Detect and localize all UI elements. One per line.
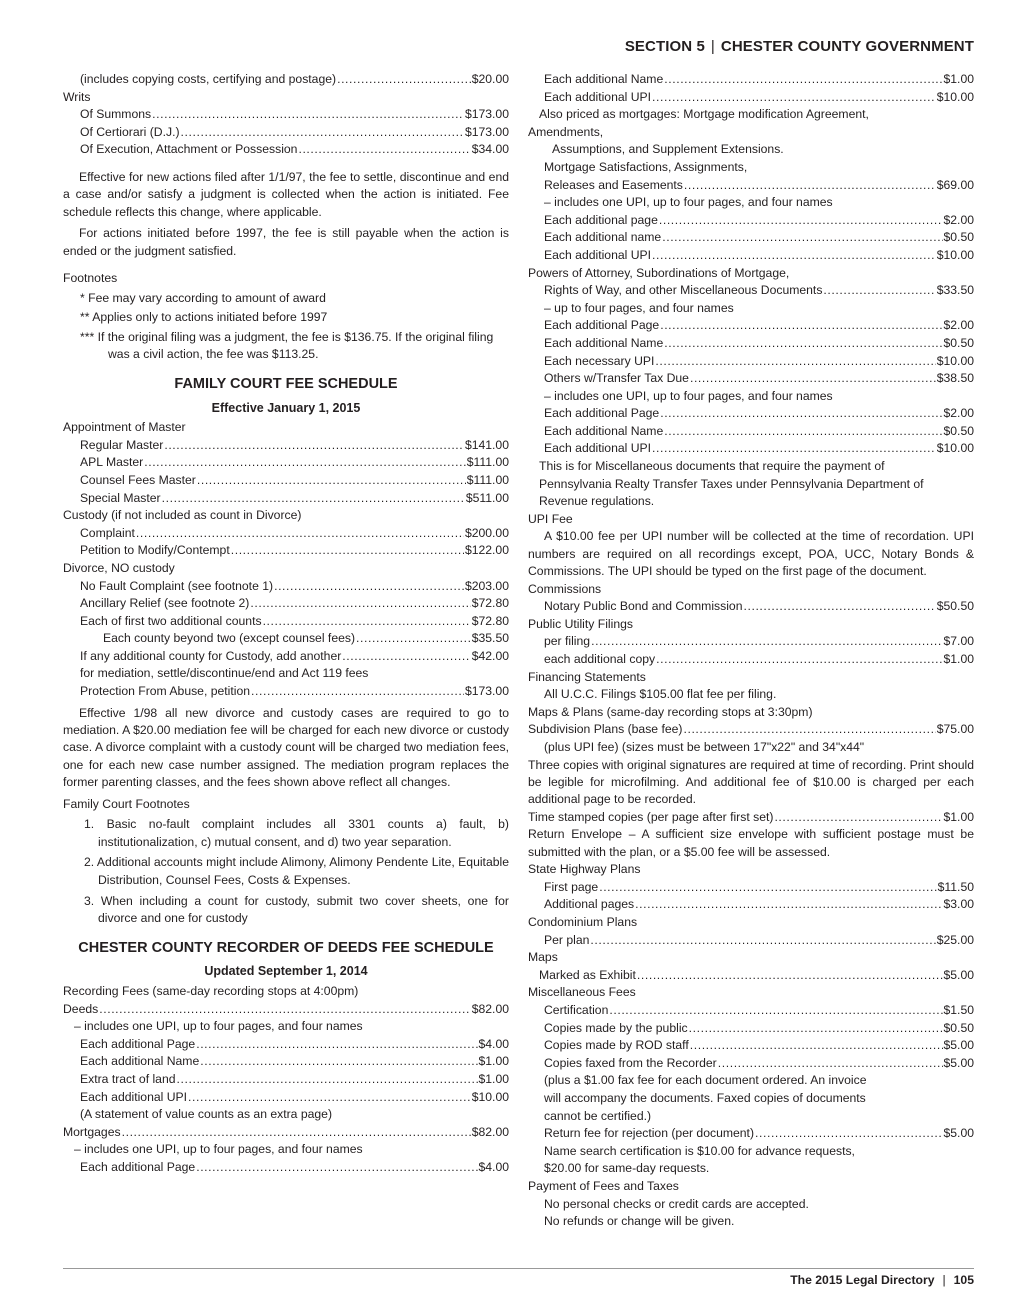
effective-date: Effective January 1, 2015 <box>211 400 361 415</box>
fee-row: (includes copying costs, certifying and postage) ..... $20.00 <box>63 71 509 89</box>
group-heading: Recording Fees (same-day recording stops at 4:00pm) <box>63 984 359 999</box>
footnote: * Fee may vary according to amount of award <box>80 290 326 305</box>
footnote: ** Applies only to actions initiated before 1997 <box>80 310 328 325</box>
group-heading: UPI Fee <box>528 511 573 526</box>
fee-row: Additional pages ..... $3.00 <box>528 896 974 914</box>
fee-row: Extra tract of land ..... $1.00 <box>63 1071 509 1089</box>
group-heading: Appointment of Master <box>63 420 186 435</box>
group-heading: Maps & Plans (same-day recording stops at 3:30pm) <box>528 704 813 719</box>
footnote: 1. Basic no-fault complaint includes all 3301 counts a) fault, b) institutionalization, c) mutual consent, and d) two year separation. <box>84 817 509 849</box>
fee-row: Return fee for rejection (per document) ..... $5.00 <box>528 1125 974 1143</box>
footnotes-heading: Footnotes <box>63 271 118 285</box>
footnote: 3. When including a count for custody, submit two cover sheets, one for divorce and one for custody <box>84 893 509 926</box>
paragraph: Effective 1/98 all new divorce and custody cases are required to go to mediation. A $20.00 mediation fee will be charged for each new divorce or custody case. A divorce complaint with a custody count will be charged two mediation fees, one for each new case number assigned. The mediation program replaces the former parenting classes, and the fees shown above reflect all changes. <box>63 705 509 790</box>
group-heading: Financing Statements <box>528 669 646 684</box>
fee-row: Each necessary UPI ..... $10.00 <box>528 353 974 371</box>
section-label: SECTION 5 <box>624 38 705 55</box>
group-heading: Payment of Fees and Taxes <box>528 1178 679 1193</box>
paragraph: A $10.00 fee per UPI number will be collected at the time of recordation. UPI numbers are required on all recordings except, POA, UCC, Notary Bonds & Commissions. The UPI should be typed on the first page of the document. <box>528 529 974 579</box>
fee-row: Of Certiorari (D.J.) ..... $173.00 <box>63 124 509 142</box>
fee-row: Mortgages ..... $82.00 <box>63 1124 509 1142</box>
fee-row: Each additional page ..... $2.00 <box>528 212 974 230</box>
group-heading: Commissions <box>528 581 602 596</box>
fee-row: Complaint ..... $200.00 <box>63 525 509 543</box>
fee-row: Deeds ..... $82.00 <box>63 1001 509 1019</box>
note-line: (A statement of value counts as an extra page) <box>80 1107 333 1122</box>
fee-row: Each additional Name ..... $0.50 <box>528 423 974 441</box>
fee-row: Each additional UPI ..... $10.00 <box>63 1089 509 1107</box>
note-line: – includes one UPI, up to four pages, and four names <box>544 388 833 403</box>
fee-row: Per plan ..... $25.00 <box>528 932 974 950</box>
left-column <box>63 71 509 1177</box>
updated-date: Updated September 1, 2014 <box>204 964 368 979</box>
note-line: No refunds or change will be given. <box>544 1214 735 1229</box>
page-footer <box>63 1268 974 1287</box>
footnotes-heading: Family Court Footnotes <box>63 796 190 811</box>
fee-row: Others w/Transfer Tax Due ..... $38.50 <box>528 370 974 388</box>
fee-row: Rights of Way, and other Miscellaneous Documents ..... $33.50 <box>528 282 974 300</box>
fee-row: Releases and Easements ..... $69.00 <box>528 177 974 195</box>
fee-row: Copies made by ROD staff ..... $5.00 <box>528 1037 974 1055</box>
note-line: Assumptions, and Supplement Extensions. <box>552 142 784 157</box>
fee-row: Petition to Modify/Contempt ..... $122.00 <box>63 542 509 560</box>
fee-row: Copies made by the public ..... $0.50 <box>528 1020 974 1038</box>
right-column <box>528 71 974 1231</box>
header-separator: | <box>710 38 715 55</box>
fee-row: Each additional Page ..... $2.00 <box>528 405 974 423</box>
note-line: – includes one UPI, up to four pages, and four names <box>74 1019 363 1034</box>
fee-row: First page ..... $11.50 <box>528 879 974 897</box>
group-heading: Powers of Attorney, Subordinations of Mortgage, <box>528 265 790 280</box>
footer-title: The 2015 Legal Directory <box>790 1273 935 1287</box>
note-line: $20.00 for same-day requests. <box>544 1161 710 1176</box>
group-heading: State Highway Plans <box>528 862 641 877</box>
note-line: (plus a $1.00 fax fee for each document ordered. An invoice <box>544 1073 867 1088</box>
paragraph: Return Envelope – A sufficient size envelope with sufficient postage must be submitted with the plan, or a $5.00 fee will be assessed. <box>528 827 974 859</box>
footnote: 2. Additional accounts might include Alimony, Alimony Pendente Lite, Equitable Distribution, Counsel Fees, Costs & Expenses. <box>84 855 509 888</box>
note-line: for mediation, settle/discontinue/end and Act 119 fees <box>80 666 369 681</box>
fee-row: Each additional name ..... $0.50 <box>528 229 974 247</box>
fee-row: Each additional Name ..... $1.00 <box>528 71 974 89</box>
note-line: Also priced as mortgages: Mortgage modification Agreement, <box>539 107 869 122</box>
note-line: Revenue regulations. <box>539 494 655 509</box>
fee-row: Each of first two additional counts ..... $72.80 <box>63 613 509 631</box>
writs-heading: Writs <box>63 89 91 104</box>
group-heading: Condominium Plans <box>528 915 638 929</box>
fee-row: Each additional Name ..... $1.00 <box>63 1053 509 1071</box>
page-number: 105 <box>953 1273 974 1287</box>
section-title: CHESTER COUNTY GOVERNMENT <box>720 38 974 55</box>
note-line: (plus UPI fee) (sizes must be between 17"x22" and 34"x44" <box>544 740 865 754</box>
page-header <box>625 38 974 55</box>
fee-row: Each additional UPI ..... $10.00 <box>528 89 974 107</box>
fee-row: per filing ..... $7.00 <box>528 633 974 651</box>
group-heading: Miscellaneous Fees <box>528 985 636 1000</box>
note-line: – includes one UPI, up to four pages, and four names <box>74 1142 363 1157</box>
note-line: Mortgage Satisfactions, Assignments, <box>544 159 748 174</box>
fee-row: Ancillary Relief (see footnote 2) ..... $72.80 <box>63 595 509 613</box>
fee-row: Counsel Fees Master ..... $111.00 <box>63 472 509 490</box>
group-heading: Custody (if not included as count in Divorce) <box>63 508 302 523</box>
fee-row: No Fault Complaint (see footnote 1) ..... $203.00 <box>63 578 509 596</box>
note-line: Name search certification is $10.00 for advance requests, <box>544 1143 855 1158</box>
fee-row: APL Master ..... $111.00 <box>63 454 509 472</box>
fee-row: Each additional UPI ..... $10.00 <box>528 247 974 265</box>
group-heading: Divorce, NO custody <box>63 560 175 575</box>
fee-row: Protection From Abuse, petition ..... $173.00 <box>63 683 509 701</box>
group-heading: Maps <box>528 950 558 965</box>
fee-row: Copies faxed from the Recorder ..... $5.00 <box>528 1055 974 1073</box>
fee-row: Each additional Name ..... $0.50 <box>528 335 974 353</box>
fee-row: Subdivision Plans (base fee) ..... $75.00 <box>528 721 974 739</box>
note-line: – up to four pages, and four names <box>544 300 734 315</box>
fee-row: Each additional UPI ..... $10.00 <box>528 440 974 458</box>
paragraph: Effective for new actions filed after 1/1/97, the fee to settle, discontinue and end a case and/or satisfy a judgment is collected when the action is initiated. Fee schedule reflects this change, where applicable. <box>63 169 509 219</box>
note-line: will accompany the documents. Faxed copies of documents <box>544 1090 866 1105</box>
section-heading: CHESTER COUNTY RECORDER OF DEEDS FEE SCHEDULE <box>78 939 494 956</box>
note-line: – includes one UPI, up to four pages, and four names <box>544 195 833 210</box>
footnote: *** If the original filing was a judgment, the fee is $136.75. If the original filing was a civil action, the fee was $113.25. <box>80 329 494 362</box>
fee-row: each additional copy ..... $1.00 <box>528 651 974 669</box>
fee-row: Special Master ..... $511.00 <box>63 490 509 508</box>
footer-separator: | <box>942 1273 946 1287</box>
fee-row: If any additional county for Custody, add another ..... $42.00 <box>63 648 509 666</box>
group-heading: Public Utility Filings <box>528 616 633 631</box>
section-heading: FAMILY COURT FEE SCHEDULE <box>174 375 398 392</box>
fee-row: Each additional Page ..... $2.00 <box>528 317 974 335</box>
fee-row: Certification ..... $1.50 <box>528 1002 974 1020</box>
fee-row: Marked as Exhibit ..... $5.00 <box>528 967 974 985</box>
note-line: All U.C.C. Filings $105.00 flat fee per filing. <box>544 687 777 702</box>
note-line: cannot be certified.) <box>544 1108 652 1123</box>
fee-row: Each additional Page ..... $4.00 <box>63 1036 509 1054</box>
paragraph: Three copies with original signatures are required at time of recording. Print should be legible for microfilming. And additional fee of $10.00 is charged per each additional page to be recorded. <box>528 757 974 807</box>
fee-row: Notary Public Bond and Commission ..... $50.50 <box>528 598 974 616</box>
fee-row: Of Summons ..... $173.00 <box>63 106 509 124</box>
fee-row: Time stamped copies (per page after first set) ..... $1.00 <box>528 809 974 827</box>
fee-row: Of Execution, Attachment or Possession ..... $34.00 <box>63 141 509 159</box>
fee-row: Regular Master ..... $141.00 <box>63 437 509 455</box>
note-line: No personal checks or credit cards are accepted. <box>544 1196 809 1211</box>
note-line: This is for Miscellaneous documents that require the payment of <box>539 459 885 474</box>
note-line: Pennsylvania Realty Transfer Taxes under Pennsylvania Department of <box>539 476 924 491</box>
fee-row: Each additional Page ..... $4.00 <box>63 1159 509 1177</box>
fee-row: Each county beyond two (except counsel fees) ..... $35.50 <box>63 630 509 648</box>
paragraph: For actions initiated before 1997, the fee is still payable when the action is ended or the judgment satisfied. <box>63 226 509 258</box>
note-line: Amendments, <box>528 124 604 139</box>
